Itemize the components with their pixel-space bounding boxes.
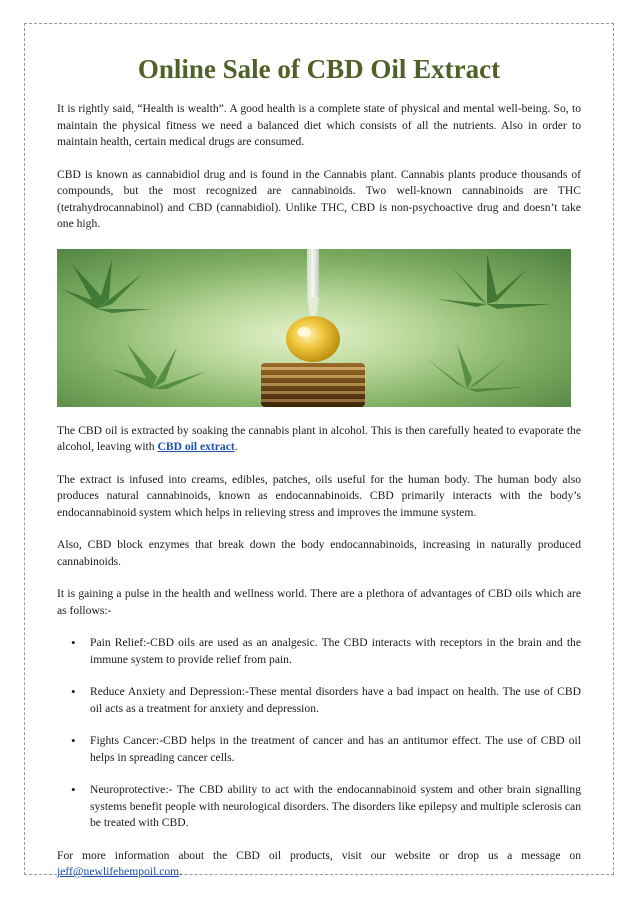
cbd-oil-dropper-image	[57, 249, 571, 407]
infusion-paragraph: The extract is infused into creams, edibles, patches, oils useful for the human body. The human body also produces natural cannabinoids, known as endocannabinoids. CBD primarily interacts with the body’s endocannabinoid system which helps in relieving stress and improves the immune system.	[57, 472, 581, 519]
bottle-necks	[261, 363, 365, 407]
hemp-leaf-bottom-right	[427, 344, 527, 392]
benefit-neuroprotective: • Neuroprotective:- The CBD ability to act with the endocannabinoid system and other brain signalling systems benefit people with neurological disorders. The disorders like epilepsy and multiple sclerosis can be treated with CBD.	[57, 782, 581, 832]
cbd-oil-extract-link[interactable]: CBD oil extract	[157, 440, 235, 453]
contact-suffix: .	[179, 865, 183, 878]
benefit-anxiety-depression: • Reduce Anxiety and Depression:-These mental disorders have a bad impact on health. The use of CBD oil acts as a treatment for anxiety and depression.	[57, 684, 581, 717]
advantages-intro-paragraph: It is gaining a pulse in the health and wellness world. There are a plethora of advantages of CBD oils which are as follows:-	[57, 587, 581, 617]
contact-paragraph	[57, 848, 581, 881]
benefits-list	[57, 635, 581, 832]
enzymes-paragraph: Also, CBD block enzymes that break down the body endocannabinoids, increasing in naturally produced cannabinoids.	[57, 538, 581, 568]
extraction-text: The CBD oil is extracted by soaking the cannabis plant in alcohol. This is then carefully heated to evaporate the alcohol, leaving with	[57, 423, 581, 453]
hemp-leaf-right	[437, 254, 552, 309]
extraction-paragraph	[57, 423, 581, 456]
intro-paragraph: It is rightly said, “Health is wealth”. A good health is a complete state of physical and mental well-being. So, to maintain the physical fitness we need a balanced diet which consists of all the nutrients. Also in order to maintain health, certain medical drugs are consumed.	[57, 102, 581, 148]
hemp-leaf-left	[62, 259, 152, 313]
contact-email-link[interactable]: jeff@newlifehempoil.com	[57, 865, 180, 878]
contact-text: For more information about the CBD oil products, visit our website or drop us a message on	[57, 848, 581, 862]
cbd-oil-dropper-illustration	[57, 249, 571, 407]
hemp-leaf-bottom-left	[112, 344, 207, 389]
document-content	[57, 52, 581, 897]
benefit-fights-cancer: • Fights Cancer:-CBD helps in the treatment of cancer and has an antitumor effect. The use of CBD oil helps in spreading cancer cells.	[57, 733, 581, 766]
page-title: Online Sale of CBD Oil Extract	[137, 54, 501, 84]
oil-drop	[286, 316, 340, 362]
cbd-definition-paragraph: CBD is known as cannabidiol drug and is found in the Cannabis plant. Cannabis plants produce thousands of compounds, but the most recognized are cannabinoids. Two well-known cannabinoids are THC (tetrahydrocannabinol) and CBD (cannabidiol). Unlike THC, CBD is non-psychoactive drug and doesn’t take one high.	[57, 167, 581, 230]
extraction-suffix: .	[234, 440, 238, 453]
benefit-pain-relief: • Pain Relief:-CBD oils are used as an analgesic. The CBD interacts with receptors in the brain and the immune system to provide relief from pain.	[57, 635, 581, 668]
